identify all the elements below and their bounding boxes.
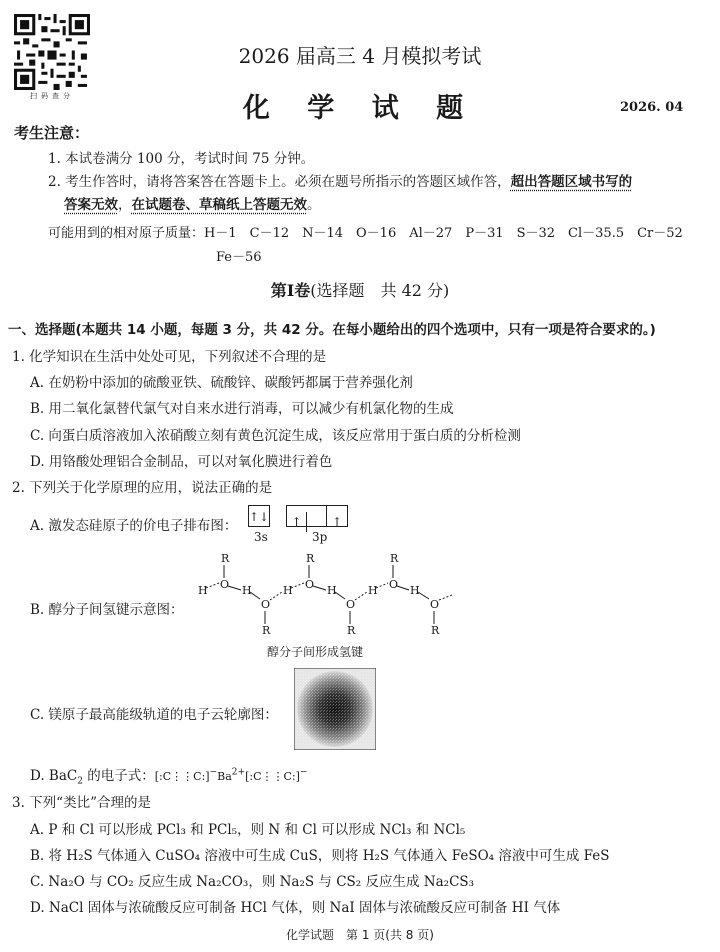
orbital-3p-box-1: ↑ (287, 512, 307, 532)
notice-emphasis-3: 在试题卷、草稿纸上答题无效 (131, 197, 307, 213)
atom-o: O (220, 578, 230, 591)
anion-charge-1: − (209, 767, 218, 778)
electron-formula-anion-2: [:C⋮⋮C:] (245, 770, 300, 783)
orbital-label-3p: 3p (312, 530, 328, 544)
atom-r: R (390, 552, 399, 565)
electron-formula-ba: Ba (217, 770, 232, 783)
notice-item-2-cont (64, 193, 321, 213)
masses-line-2: Fe－56 (216, 250, 262, 265)
section-heading (0, 278, 720, 301)
q2-option-d-sub: 2 (77, 776, 83, 787)
atomic-masses (48, 222, 683, 241)
electron-cloud-image (294, 668, 376, 750)
ba-charge: 2+ (231, 767, 246, 778)
q1-option-d: D. 用铬酸处理铝合金制品，可以对氧化膜进行着色 (30, 454, 333, 470)
atom-h: H (368, 584, 378, 597)
hydrogen-bond-diagram (190, 548, 465, 644)
atom-o: O (305, 578, 315, 591)
orbital-3p-box-2 (307, 506, 327, 526)
q2-option-d (30, 764, 307, 787)
orbital-3p-box-3: ↑ (331, 515, 343, 529)
atom-r: R (347, 624, 356, 637)
q2-option-b-label: B. 醇分子间氢键示意图： (30, 602, 184, 618)
q2-option-d-text: 的电子式： (82, 768, 155, 784)
notice-comma: ， (118, 197, 132, 213)
q3-option-c: C. Na₂O 与 CO₂ 反应生成 Na₂CO₃，则 Na₂S 与 CS₂ 反应生成 Na₂CS₃ (30, 874, 475, 890)
orbital-3s-box: ↑↓ (249, 510, 270, 524)
section-title: 第Ⅰ卷 (270, 281, 311, 300)
atom-o: O (261, 598, 271, 611)
q1-option-a: A. 在奶粉中添加的硫酸亚铁、硫酸锌、碳酸钙都属于营养强化剂 (30, 375, 413, 391)
notice-item-1: 1. 本试卷满分 100 分，考试时间 75 分钟。 (48, 151, 315, 167)
q3-stem: 3. 下列“类比”合理的是 (12, 795, 151, 811)
masses-label: 可能用到的相对原子质量： (48, 226, 205, 241)
atom-r: R (221, 552, 230, 565)
hydrogen-bond-caption: 醇分子间形成氢键 (267, 645, 364, 659)
q1-stem: 1. 化学知识在生活中处处可见，下列叙述不合理的是 (12, 349, 327, 365)
q2-option-d-label: D. BaC (30, 768, 78, 784)
orbital-3s (248, 505, 270, 527)
q3-option-b: B. 将 H₂S 气体通入 CuSO₄ 溶液中可生成 CuS，则将 H₂S 气体通入 FeSO₄ 溶液中可生成 FeS (30, 848, 610, 864)
atom-h: H (242, 584, 252, 597)
q2-stem: 2. 下列关于化学原理的应用，说法正确的是 (12, 480, 273, 496)
q2-option-c-label: C. 镁原子最高能级轨道的电子云轮廓图： (30, 707, 278, 723)
q2-option-a-label: A. 激发态硅原子的价电子排布图： (30, 518, 238, 534)
atom-h: H (198, 584, 208, 597)
atom-o: O (430, 598, 440, 611)
orbital-label-3s: 3s (254, 530, 268, 544)
q1-option-c: C. 向蛋白质溶液加入浓硝酸立刻有黄色沉淀生成，该反应常用于蛋白质的分析检测 (30, 428, 521, 444)
exam-date: 2026. 04 (620, 100, 684, 115)
part-1-heading: 一、选择题(本题共 14 小题，每题 3 分，共 42 分。在每小题给出的四个选项中，只有一项是符合要求的。) (8, 322, 656, 338)
section-subtitle: (选择题 共 42 分) (310, 281, 450, 300)
qr-caption: 扫码查分 (30, 92, 74, 100)
exam-title: 2026 届高三 4 月模拟考试 (238, 44, 482, 68)
atom-h: H (410, 584, 420, 597)
masses-line-1: H－1 C－12 N－14 O－16 Al－27 P－31 S－32 Cl－35.5 Cr－52 (204, 226, 683, 241)
atom-r: R (262, 624, 271, 637)
notice-heading: 考生注意： (14, 124, 90, 142)
notice-emphasis-1: 超出答题区域书写的 (510, 174, 633, 190)
atom-r: R (431, 624, 440, 637)
q1-option-b: B. 用二氧化氯替代氯气对自来水进行消毒，可以减少有机氯化物的生成 (30, 401, 454, 417)
atom-h: H (327, 584, 337, 597)
q3-option-d: D. NaCl 固体与浓硫酸反应可制备 HCl 气体，则 NaI 固体与浓硫酸反应可制备 HI 气体 (30, 900, 561, 916)
q3-option-a: A. P 和 Cl 可以形成 PCl₃ 和 PCl₅，则 N 和 Cl 可以形成 NCl₃ 和 NCl₅ (30, 822, 466, 838)
anion-charge-2: − (299, 767, 308, 778)
atom-o: O (389, 578, 399, 591)
electron-formula-anion-1: [:C⋮⋮C:] (154, 770, 210, 783)
atom-h: H (283, 584, 293, 597)
atom-r: R (306, 552, 315, 565)
notice-item-2 (48, 170, 632, 190)
notice-emphasis-2: 答案无效 (64, 197, 118, 213)
notice-item-2-text: 2. 考生作答时，请将答案答在答题卡上。必须在题号所指示的答题区域作答， (48, 174, 511, 190)
notice-period: 。 (307, 197, 321, 213)
orbital-3p (286, 505, 348, 527)
page-footer: 化学试题 第 1 页(共 8 页) (286, 928, 434, 942)
atom-o: O (346, 598, 356, 611)
subject-title: 化 学 试 题 (242, 93, 478, 124)
